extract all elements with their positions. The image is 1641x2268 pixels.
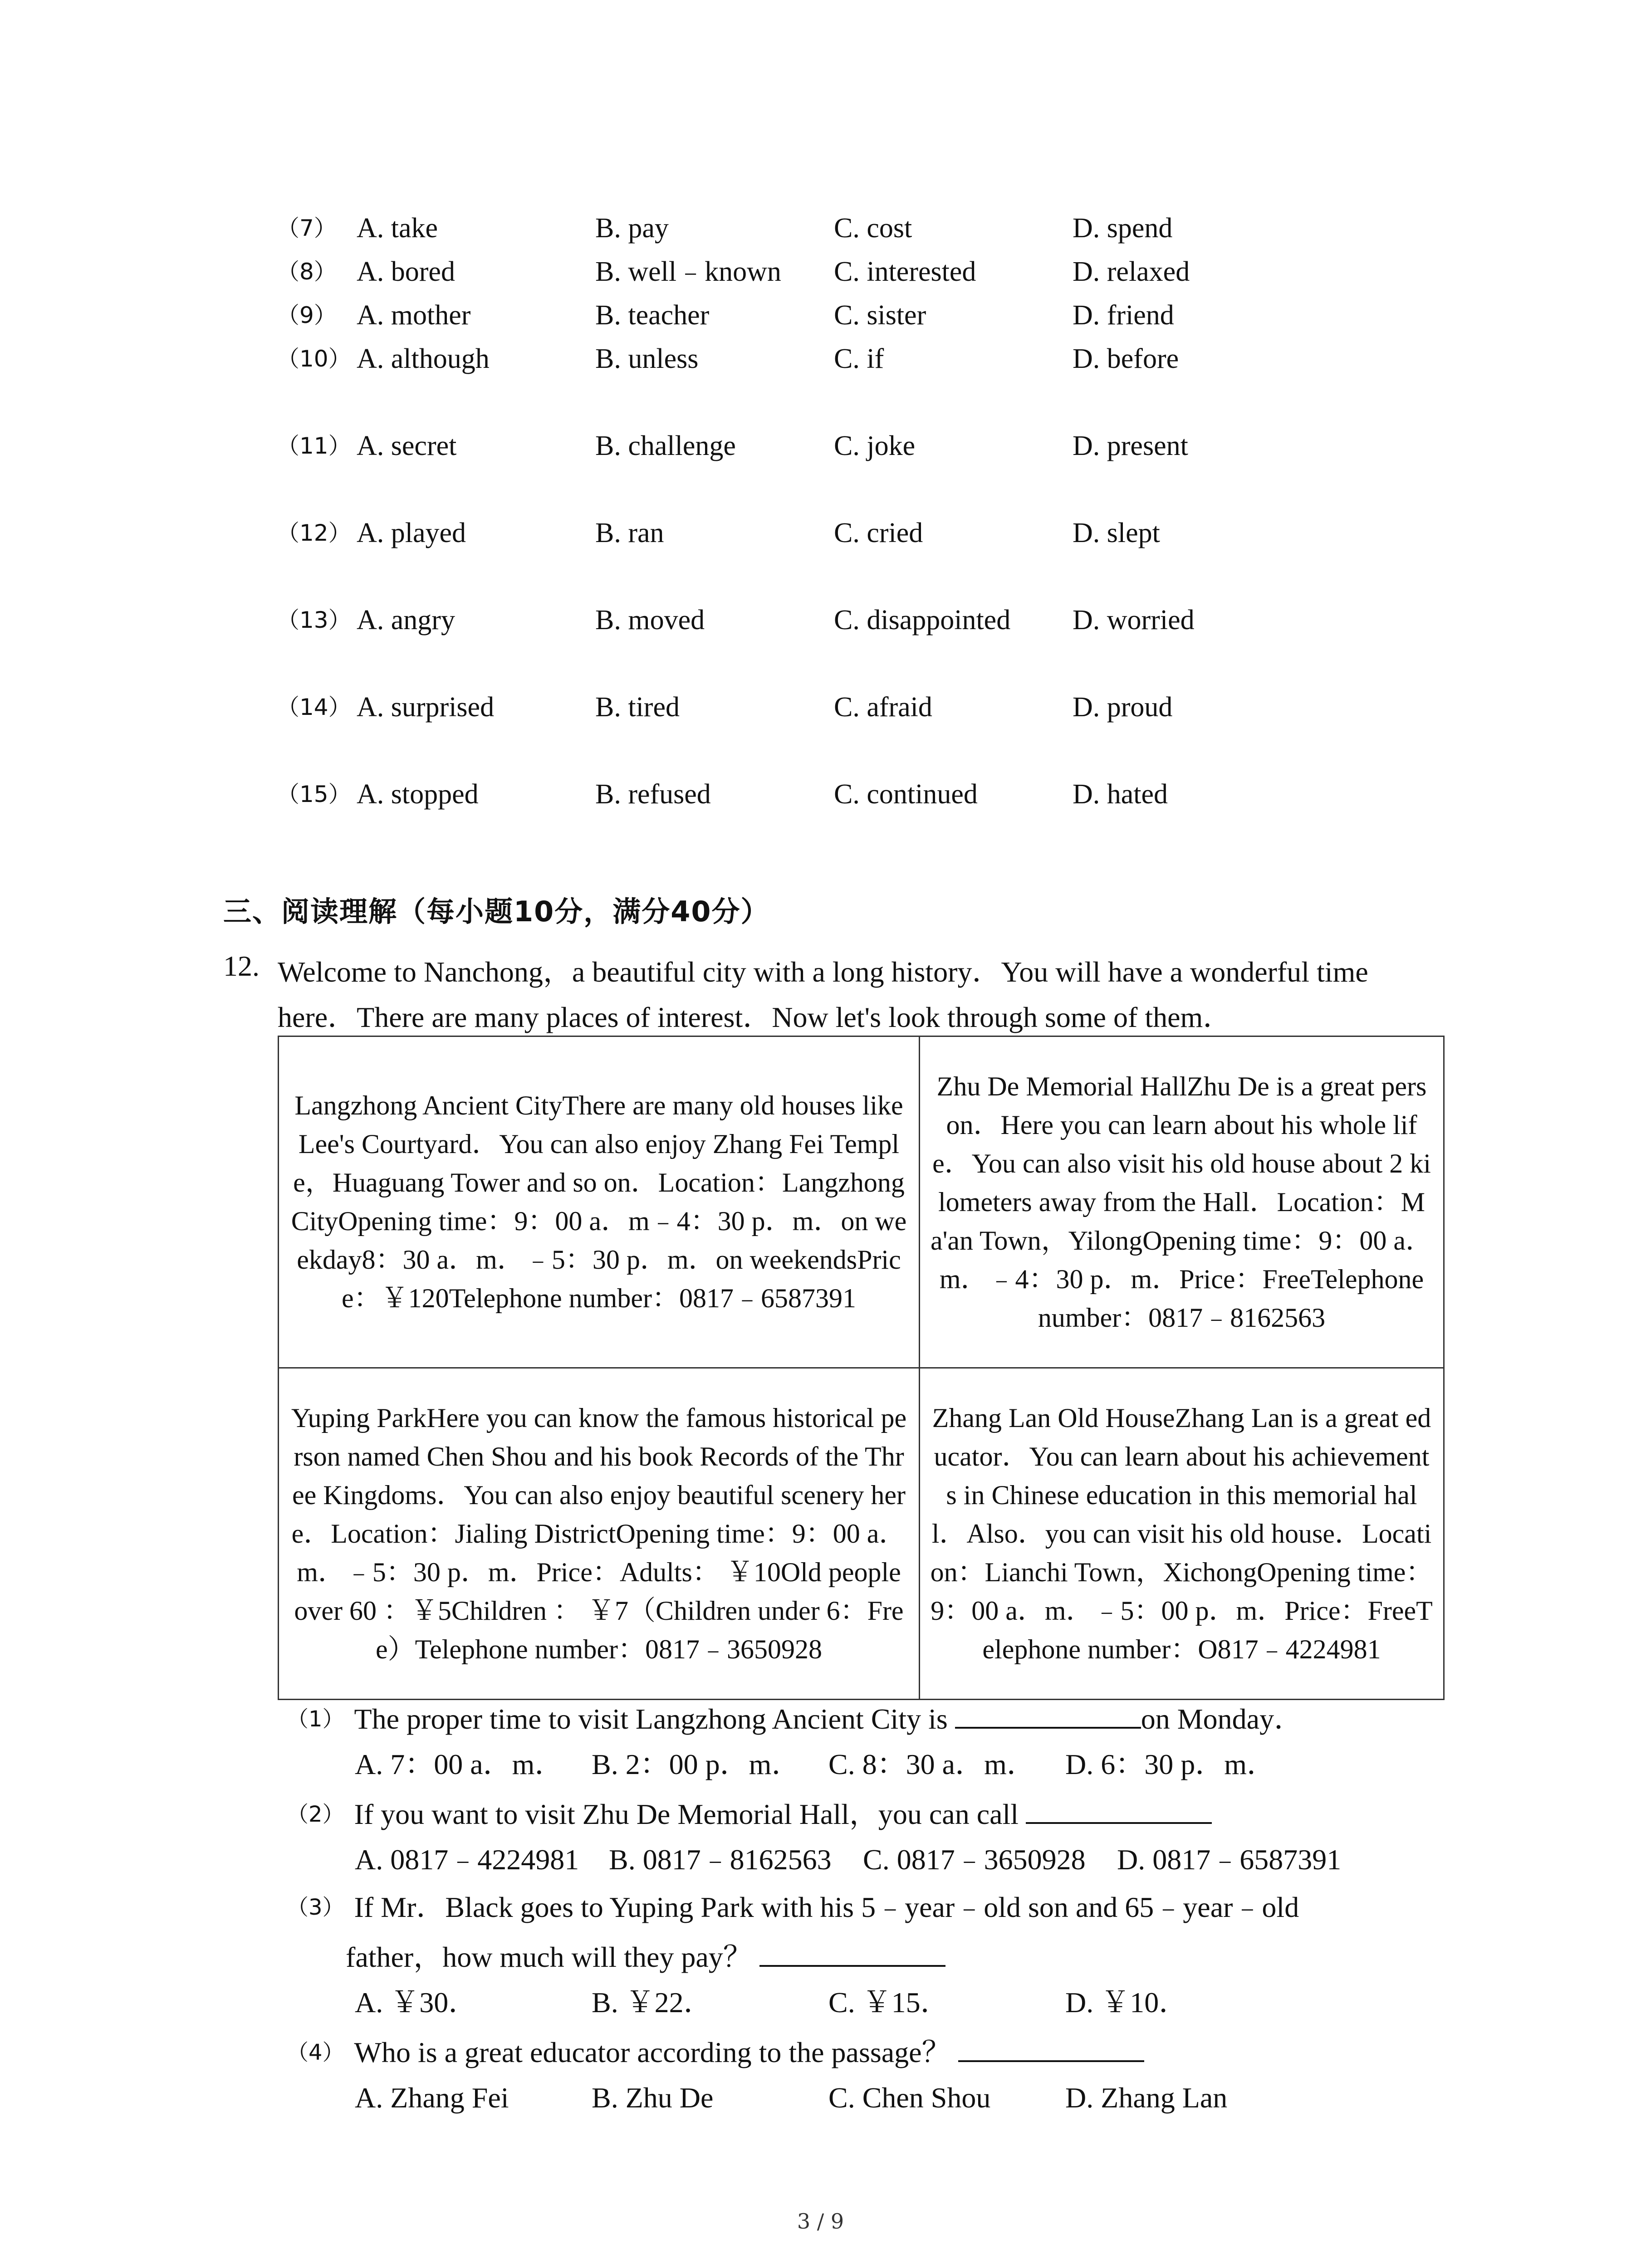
option-b: B. challenge	[595, 430, 736, 461]
section-title: 三、阅读理解（每小题10分，满分40分）	[223, 895, 770, 928]
item-number: （12）	[277, 520, 351, 546]
option-d: D. hated	[1073, 779, 1168, 810]
sub-question-number: （2）	[287, 1802, 344, 1827]
choice-d: D. ￥10．	[1065, 1986, 1188, 2019]
item-number: （13）	[277, 607, 351, 633]
question-stem: If Mr．Black goes to Yuping Park with his 5﹣year﹣old son and 65﹣year﹣old	[354, 1891, 1299, 1923]
item-number: （9）	[277, 302, 337, 328]
option-c: C. continued	[834, 779, 978, 810]
sub-question-number: （1）	[287, 1706, 344, 1732]
choice-c: C. 0817﹣3650928	[863, 1843, 1086, 1876]
option-c: C. if	[834, 343, 884, 374]
option-b: B. well﹣known	[595, 256, 781, 287]
option-d: D. slept	[1073, 518, 1160, 548]
item-number: （15）	[277, 781, 351, 807]
item-number: （7）	[277, 215, 337, 241]
option-d: D. spend	[1073, 213, 1173, 244]
choice-d: D. 0817﹣6587391	[1117, 1843, 1342, 1876]
choice-c: C. Chen Shou	[828, 2082, 991, 2114]
option-row	[277, 685, 1254, 772]
option-b: B. moved	[595, 605, 705, 635]
option-a: A. surprised	[357, 692, 495, 723]
choice-b: B. 0817﹣8162563	[609, 1843, 832, 1876]
item-number: （10）	[277, 346, 351, 372]
option-a: A. played	[357, 518, 466, 548]
option-b: B. pay	[595, 213, 669, 244]
option-b: B. ran	[595, 518, 664, 548]
sub-question-1	[287, 1696, 1303, 1742]
answer-blank[interactable]	[955, 1698, 1141, 1729]
option-row	[277, 598, 1254, 685]
choice-a: A. Zhang Fei	[355, 2082, 509, 2114]
choice-b: B. Zhu De	[592, 2082, 714, 2114]
choice-a: A. 7：00 a．m．	[355, 1748, 564, 1780]
question-number: 12.	[223, 950, 260, 982]
choice-a: A. ￥30．	[355, 1986, 478, 2019]
option-a: A. bored	[357, 256, 455, 287]
place-cell-zhanglan: Zhang Lan Old HouseZhang Lan is a great educator．You can learn about his achievements in Chinese education in this memorial hall．Also．you can visit his old house．Location：Lianchi Town，XichongOpening time：9：00 a．m．﹣5：00 p．m．Price：FreeTelephone number：O817﹣4224981	[920, 1368, 1444, 1700]
choices-2	[355, 1837, 1341, 1882]
option-b: B. teacher	[595, 300, 710, 331]
page-number: 3 / 9	[797, 2209, 844, 2234]
sub-question-3	[287, 1885, 1299, 1930]
answer-blank[interactable]	[958, 2031, 1144, 2062]
passage-intro: Welcome to Nanchong，a beautiful city with a long history．You will have a wonderful time here．There are many places of interest．Now let's look through some of them．	[278, 956, 1368, 1033]
option-a: A. secret	[357, 430, 457, 461]
choice-b: B. 2：00 p．m．	[592, 1748, 801, 1780]
option-d: D. before	[1073, 343, 1179, 374]
sub-question-3-line2	[346, 1935, 945, 1980]
cloze-options-table	[277, 206, 1254, 860]
option-a: A. stopped	[357, 779, 479, 810]
option-d: D. present	[1073, 430, 1188, 461]
option-d: D. friend	[1073, 300, 1174, 331]
option-d: D. proud	[1073, 692, 1173, 723]
question-stem: The proper time to visit Langzhong Ancient City is	[354, 1703, 955, 1735]
option-c: C. interested	[834, 256, 976, 287]
choice-b: B. ￥22．	[592, 1986, 713, 2019]
choices-3	[355, 1980, 1188, 2025]
places-table	[278, 1036, 1445, 1700]
place-cell-zhude: Zhu De Memorial HallZhu De is a great person．Here you can learn about his whole life．You can also visit his old house about 2 kilometers away from the Hall．Location：Ma'an Town，YilongOpening time：9：00 a．m．﹣4：30 p．m．Price：FreeTelephone number：0817﹣8162563	[920, 1036, 1444, 1368]
item-number: （11）	[277, 433, 351, 459]
option-a: A. angry	[357, 605, 455, 635]
option-row	[277, 424, 1254, 511]
option-d: D. relaxed	[1073, 256, 1190, 287]
answer-blank[interactable]	[759, 1936, 945, 1967]
option-b: B. unless	[595, 343, 699, 374]
option-row	[277, 337, 1254, 424]
option-b: B. tired	[595, 692, 680, 723]
question-stem-end: on Monday．	[1141, 1703, 1303, 1735]
sub-question-4	[287, 2030, 1144, 2075]
place-cell-yuping: Yuping ParkHere you can know the famous historical person named Chen Shou and his book Records of the Three Kingdoms．You can also enjoy beautiful scenery here．Location：Jialing DistrictOpening time：9：00 a．m．﹣5：30 p．m．Price：Adults： ￥10Old people over 60 ：￥5Children ： ￥7（Children under 6：Free）Telephone number：0817﹣3650928	[279, 1368, 920, 1700]
item-number: （14）	[277, 694, 351, 720]
item-number: （8）	[277, 259, 337, 285]
option-c: C. disappointed	[834, 605, 1011, 635]
option-row	[277, 250, 1254, 293]
place-cell-langzhong: Langzhong Ancient CityThere are many old houses like Lee's Courtyard．You can also enjoy Zhang Fei Temple，Huaguang Tower and so on．Location：Langzhong CityOpening time：9：00 a．m﹣4：30 p．m．on weekday8：30 a．m．﹣5：30 p．m．on weekendsPrice：￥120Telephone number：0817﹣6587391	[279, 1036, 920, 1368]
answer-blank[interactable]	[1026, 1793, 1212, 1824]
choices-4	[355, 2075, 1227, 2121]
option-d: D. worried	[1073, 605, 1195, 635]
choices-1	[355, 1742, 1276, 1787]
question-stem: If you want to visit Zhu De Memorial Hall，you can call	[354, 1798, 1026, 1830]
option-c: C. cost	[834, 213, 912, 244]
option-c: C. afraid	[834, 692, 932, 723]
option-row	[277, 293, 1254, 337]
choice-c: C. 8：30 a．m．	[828, 1748, 1036, 1780]
option-a: A. mother	[357, 300, 471, 331]
sub-question-number: （4）	[287, 2040, 344, 2065]
option-c: C. sister	[834, 300, 926, 331]
option-row	[277, 511, 1254, 598]
sub-question-number: （3）	[287, 1895, 344, 1920]
choice-d: D. Zhang Lan	[1065, 2082, 1228, 2114]
choice-a: A. 0817﹣4224981	[355, 1843, 579, 1876]
question-stem-line2: father，how much will they pay？	[346, 1941, 759, 1973]
choice-d: D. 6：30 p．m．	[1065, 1748, 1276, 1780]
option-a: A. although	[357, 343, 490, 374]
sub-question-2	[287, 1792, 1212, 1837]
option-row	[277, 206, 1254, 250]
question-stem: Who is a great educator according to the passage？	[354, 2036, 958, 2068]
option-row	[277, 772, 1254, 860]
option-b: B. refused	[595, 779, 711, 810]
option-c: C. joke	[834, 430, 916, 461]
option-a: A. take	[357, 213, 438, 244]
option-c: C. cried	[834, 518, 923, 548]
choice-c: C. ￥15．	[828, 1986, 950, 2019]
